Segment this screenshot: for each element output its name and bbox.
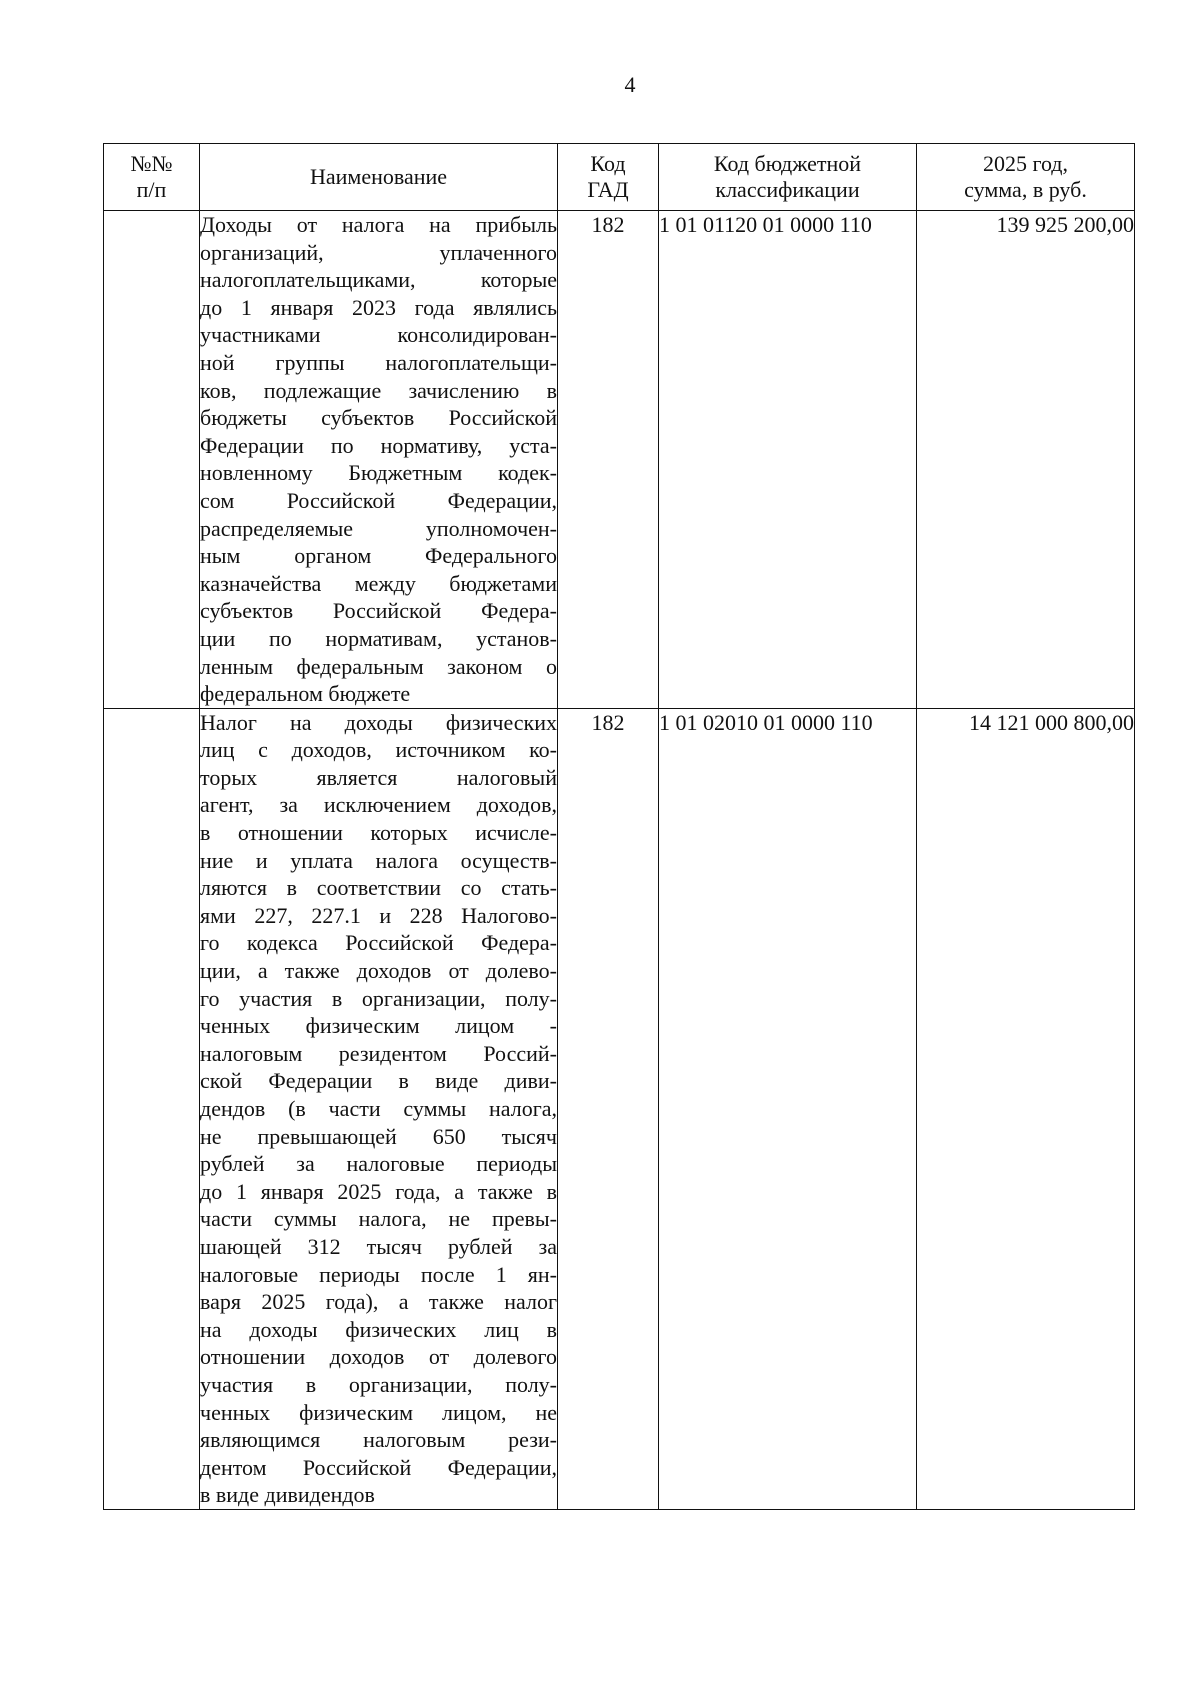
header-kbk-line-1: Код бюджетной bbox=[713, 151, 862, 176]
budget-revenue-table bbox=[103, 143, 1135, 1510]
name-text-line: ков, подлежащие зачислению в bbox=[200, 377, 557, 403]
row-budget-classification-code: 1 01 02010 01 0000 110 bbox=[659, 708, 917, 1509]
header-gad-line-1: Код bbox=[590, 151, 626, 176]
name-text-line: ной группы налогоплательщи- bbox=[200, 349, 557, 375]
name-text-line: го кодекса Российской Федера- bbox=[200, 930, 557, 956]
name-text-line: налоговым резидентом Россий- bbox=[200, 1040, 557, 1066]
name-text-line: бюджеты субъектов Российской bbox=[200, 405, 557, 431]
header-gad-line-2: ГАД bbox=[587, 177, 629, 202]
name-text-line: распределяемые уполномочен- bbox=[200, 515, 557, 541]
name-text-line: казначейства между бюджетами bbox=[200, 570, 557, 596]
row-name-cell bbox=[200, 211, 558, 709]
name-text-line: го участия в организации, полу- bbox=[200, 985, 557, 1011]
name-text-line: до 1 января 2023 года являлись bbox=[200, 294, 557, 320]
name-text-line: до 1 января 2025 года, а также в bbox=[200, 1178, 557, 1204]
name-text-line: отношении доходов от долевого bbox=[200, 1344, 557, 1370]
name-text-line: сом Российской Федерации, bbox=[200, 487, 557, 513]
header-budget-classification-code bbox=[659, 144, 917, 211]
header-row-number bbox=[104, 144, 200, 211]
row-number-cell bbox=[104, 708, 200, 1509]
name-text-line: налогоплательщиками, которые bbox=[200, 267, 557, 293]
name-text-line: рублей за налоговые периоды bbox=[200, 1151, 557, 1177]
row-budget-classification-code: 1 01 01120 01 0000 110 bbox=[659, 211, 917, 709]
name-text-line: не превышающей 650 тысяч bbox=[200, 1123, 557, 1149]
name-text-line: субъектов Российской Федера- bbox=[200, 598, 557, 624]
page-number: 4 bbox=[624, 72, 636, 97]
table-row bbox=[104, 211, 1135, 709]
name-text-line: Налог на доходы физических bbox=[200, 709, 557, 735]
header-sum-line-2: сумма, в руб. bbox=[964, 177, 1087, 202]
header-sum-line-1: 2025 год, bbox=[982, 151, 1069, 176]
name-text-line: налоговые периоды после 1 ян- bbox=[200, 1261, 557, 1287]
header-kbk-line-2: классификации bbox=[715, 177, 860, 202]
table-header-row bbox=[104, 144, 1135, 211]
row-name-cell bbox=[200, 708, 558, 1509]
row-number-cell bbox=[104, 211, 200, 709]
name-text-line: ции по нормативам, установ- bbox=[200, 625, 557, 651]
name-text-line: дендов (в части суммы налога, bbox=[200, 1096, 557, 1121]
name-text-line: торых является налоговый bbox=[200, 764, 557, 790]
table-row bbox=[104, 708, 1135, 1509]
name-text-line: Доходы от налога на прибыль bbox=[200, 212, 557, 237]
row-gad-code: 182 bbox=[558, 708, 659, 1509]
name-text-line: ченных физическим лицом - bbox=[200, 1013, 557, 1039]
header-row-number-line-1: №№ bbox=[130, 151, 173, 176]
name-text-line: ным органом Федерального bbox=[200, 543, 557, 569]
name-text-line: ленным федеральным законом о bbox=[200, 653, 557, 679]
name-text-line: варя 2025 года), а также налог bbox=[200, 1289, 557, 1315]
name-text-line: дентом Российской Федерации, bbox=[200, 1454, 557, 1480]
header-amount-2025 bbox=[917, 144, 1135, 211]
name-text-line: ями 227, 227.1 и 228 Налогово- bbox=[200, 902, 557, 928]
name-text-line: части суммы налога, не превы- bbox=[200, 1206, 557, 1232]
name-text-line: лиц с доходов, источником ко- bbox=[200, 737, 557, 763]
name-text-line: ции, а также доходов от долево- bbox=[200, 958, 557, 984]
name-text-line: участия в организации, полу- bbox=[200, 1371, 557, 1397]
name-text-line: ченных физическим лицом, не bbox=[200, 1399, 557, 1425]
name-text-line: в виде дивидендов bbox=[200, 1482, 375, 1508]
header-gad-code bbox=[558, 144, 659, 211]
name-text-line: организаций, уплаченного bbox=[200, 239, 557, 265]
name-text-line: агент, за исключением доходов, bbox=[200, 792, 557, 818]
row-amount: 139 925 200,00 bbox=[917, 211, 1135, 709]
header-name bbox=[200, 144, 558, 211]
name-text-line: федеральном бюджете bbox=[200, 681, 411, 707]
name-text-line: новленному Бюджетным кодек- bbox=[200, 460, 557, 486]
header-row-number-line-2: п/п bbox=[136, 177, 167, 202]
name-text-line: шающей 312 тысяч рублей за bbox=[200, 1233, 557, 1259]
name-text-line: Федерации по нормативу, уста- bbox=[200, 432, 557, 458]
name-text-line: в отношении которых исчисле- bbox=[200, 820, 557, 846]
name-text-line: ской Федерации в виде диви- bbox=[200, 1068, 557, 1094]
name-text-line: участниками консолидирован- bbox=[200, 322, 557, 348]
name-text-line: являющимся налоговым рези- bbox=[200, 1427, 557, 1453]
name-text-line: ние и уплата налога осуществ- bbox=[200, 847, 557, 873]
row-gad-code: 182 bbox=[558, 211, 659, 709]
row-amount: 14 121 000 800,00 bbox=[917, 708, 1135, 1509]
header-name-text: Наименование bbox=[309, 164, 448, 189]
name-text-line: на доходы физических лиц в bbox=[200, 1316, 557, 1342]
name-text-line: ляются в соответствии со стать- bbox=[200, 875, 557, 901]
